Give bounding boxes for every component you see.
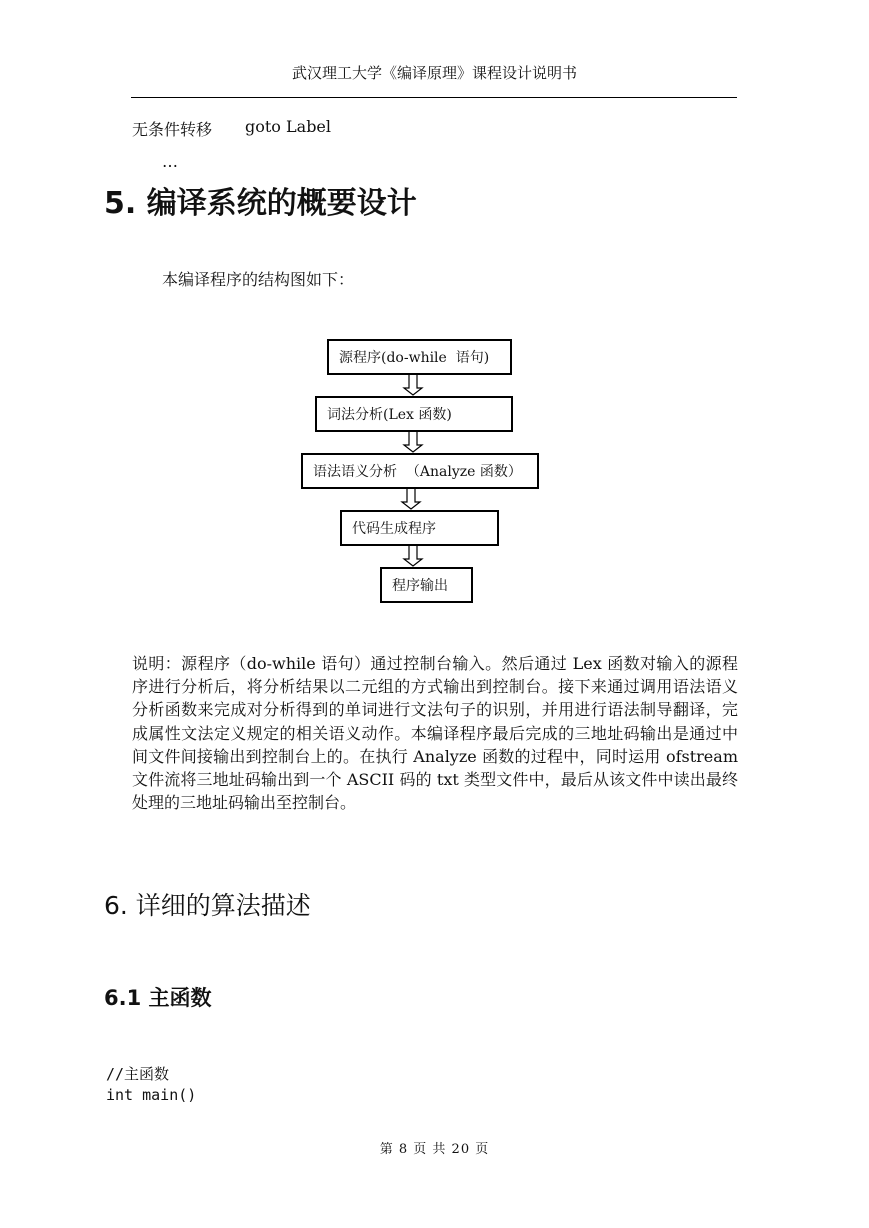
section-6-1-heading: 6.1 主函数 <box>104 986 212 1010</box>
code-main-line: int main() <box>106 1086 197 1104</box>
flow-box-analyze: 语法语义分析 （Analyze 函数） <box>301 453 539 489</box>
section-6-heading: 6. 详细的算法描述 <box>104 891 311 920</box>
flow-box-codegen: 代码生成程序 <box>340 510 499 546</box>
code-comment-line: //主函数 <box>106 1065 170 1083</box>
flow-box-output: 程序输出 <box>380 567 473 603</box>
goto-code-text: goto Label <box>245 117 332 136</box>
goto-label-text: 无条件转移 <box>132 120 213 139</box>
page-footer: 第 8 页 共 20 页 <box>379 1142 490 1157</box>
flow-box-source: 源程序(do-while 语句) <box>327 339 512 375</box>
page-header: 武汉理工大学《编译原理》课程设计说明书 <box>291 64 577 82</box>
flow-box-lex: 词法分析(Lex 函数) <box>315 396 513 432</box>
section-5-paragraph: 说明：源程序（do-while 语句）通过控制台输入。然后通过 Lex 函数对输入的源程序进行分析后，将分析结果以二元组的方式输出到控制台。接下来通过调用语法语义分析函数来完成对分析得到的单词进行文法句子的识别，并用进行语法制导翻译，完成属性文法定义规定的相关语义动作。本编译程序最后完成的三地址码输出是通过中间文件间接输出到控制台上的。在执行 Analyze 函数的过程中，同时运用 ofstream 文件流将三地址码输出到一个 ASCII 码的 txt 类型文件中，最后从该文件中读出最终处理的三地址码输出至控制台。 <box>132 654 738 813</box>
section-5-intro: 本编译程序的结构图如下： <box>162 270 355 289</box>
ellipsis: … <box>162 152 178 171</box>
section-5-heading: 5. 编译系统的概要设计 <box>104 186 417 221</box>
